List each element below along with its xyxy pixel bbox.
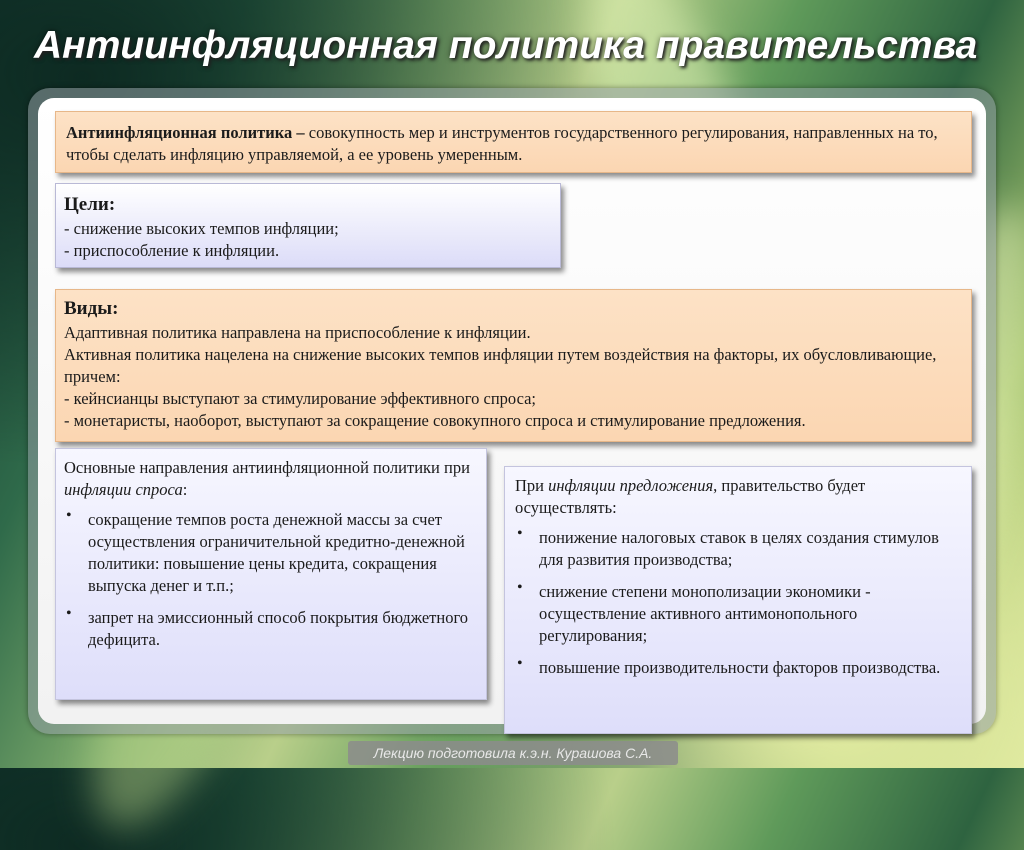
supply-intro	[515, 475, 961, 519]
supply-intro-term: инфляции предложения	[548, 476, 714, 495]
supply-intro-text: При	[515, 476, 549, 495]
footer-credit: Лекцию подготовила к.э.н. Курашова С.А.	[348, 741, 678, 765]
bullet-icon: •	[517, 655, 523, 672]
goal-item: - приспособление к инфляции.	[64, 241, 280, 260]
types-box	[55, 289, 972, 442]
demand-inflation-box	[55, 448, 487, 700]
list-item	[515, 657, 961, 679]
list-item	[64, 509, 478, 597]
bullet-icon: •	[517, 579, 523, 596]
goal-item: - снижение высоких темпов инфляции;	[64, 219, 339, 238]
demand-intro-text: Основные направления антиинфляционной политики при	[64, 458, 470, 477]
list-item-text: снижение степени монополизации экономики - осуществление активного антимонопольного регулирования;	[539, 582, 871, 645]
types-line: Адаптивная политика направлена на приспособление к инфляции.	[64, 323, 531, 342]
bullet-icon: •	[517, 525, 523, 542]
list-item	[515, 581, 961, 647]
definition-text: совокупность мер и инструментов государственного регулирования, направленных на то, чтобы сделать инфляцию управляемой, а ее уровень умеренным.	[66, 123, 938, 164]
bullet-icon: •	[66, 507, 72, 524]
definition-box	[55, 111, 972, 173]
list-item	[64, 607, 478, 651]
demand-intro	[64, 457, 478, 501]
goals-heading: Цели:	[64, 194, 116, 215]
list-item-text: повышение производительности факторов производства.	[539, 658, 941, 677]
types-line: - кейнсианцы выступают за стимулирование эффективного спроса;	[64, 389, 536, 408]
demand-intro-end: :	[182, 480, 188, 499]
list-item	[515, 527, 961, 571]
types-heading: Виды:	[64, 298, 119, 319]
supply-inflation-box	[504, 466, 972, 734]
types-line: - монетаристы, наоборот, выступают за сокращение совокупного спроса и стимулирование предложения.	[64, 411, 806, 430]
supply-intro-end: , правительство будет осуществлять:	[515, 476, 866, 517]
list-item-text: сокращение темпов роста денежной массы за счет осуществления ограничительной кредитно-денежной политики: повышение цены кредита, сокращения выпуска денег и т.п.;	[88, 510, 465, 595]
bullet-icon: •	[66, 605, 72, 622]
types-line: Активная политика нацелена на снижение высоких темпов инфляции путем воздействия на факторы, их обусловливающие, причем:	[64, 345, 937, 386]
goals-box	[55, 183, 561, 268]
list-item-text: понижение налоговых ставок в целях создания стимулов для развития производства;	[539, 528, 939, 569]
supply-bullet-list	[515, 527, 961, 679]
demand-intro-term: инфляции спроса	[64, 480, 183, 499]
slide-title: Антиинфляционная политика правительства	[34, 24, 978, 67]
demand-bullet-list	[64, 509, 478, 651]
definition-term: Антиинфляционная политика –	[66, 123, 305, 142]
list-item-text: запрет на эмиссионный способ покрытия бюджетного дефицита.	[88, 608, 469, 649]
